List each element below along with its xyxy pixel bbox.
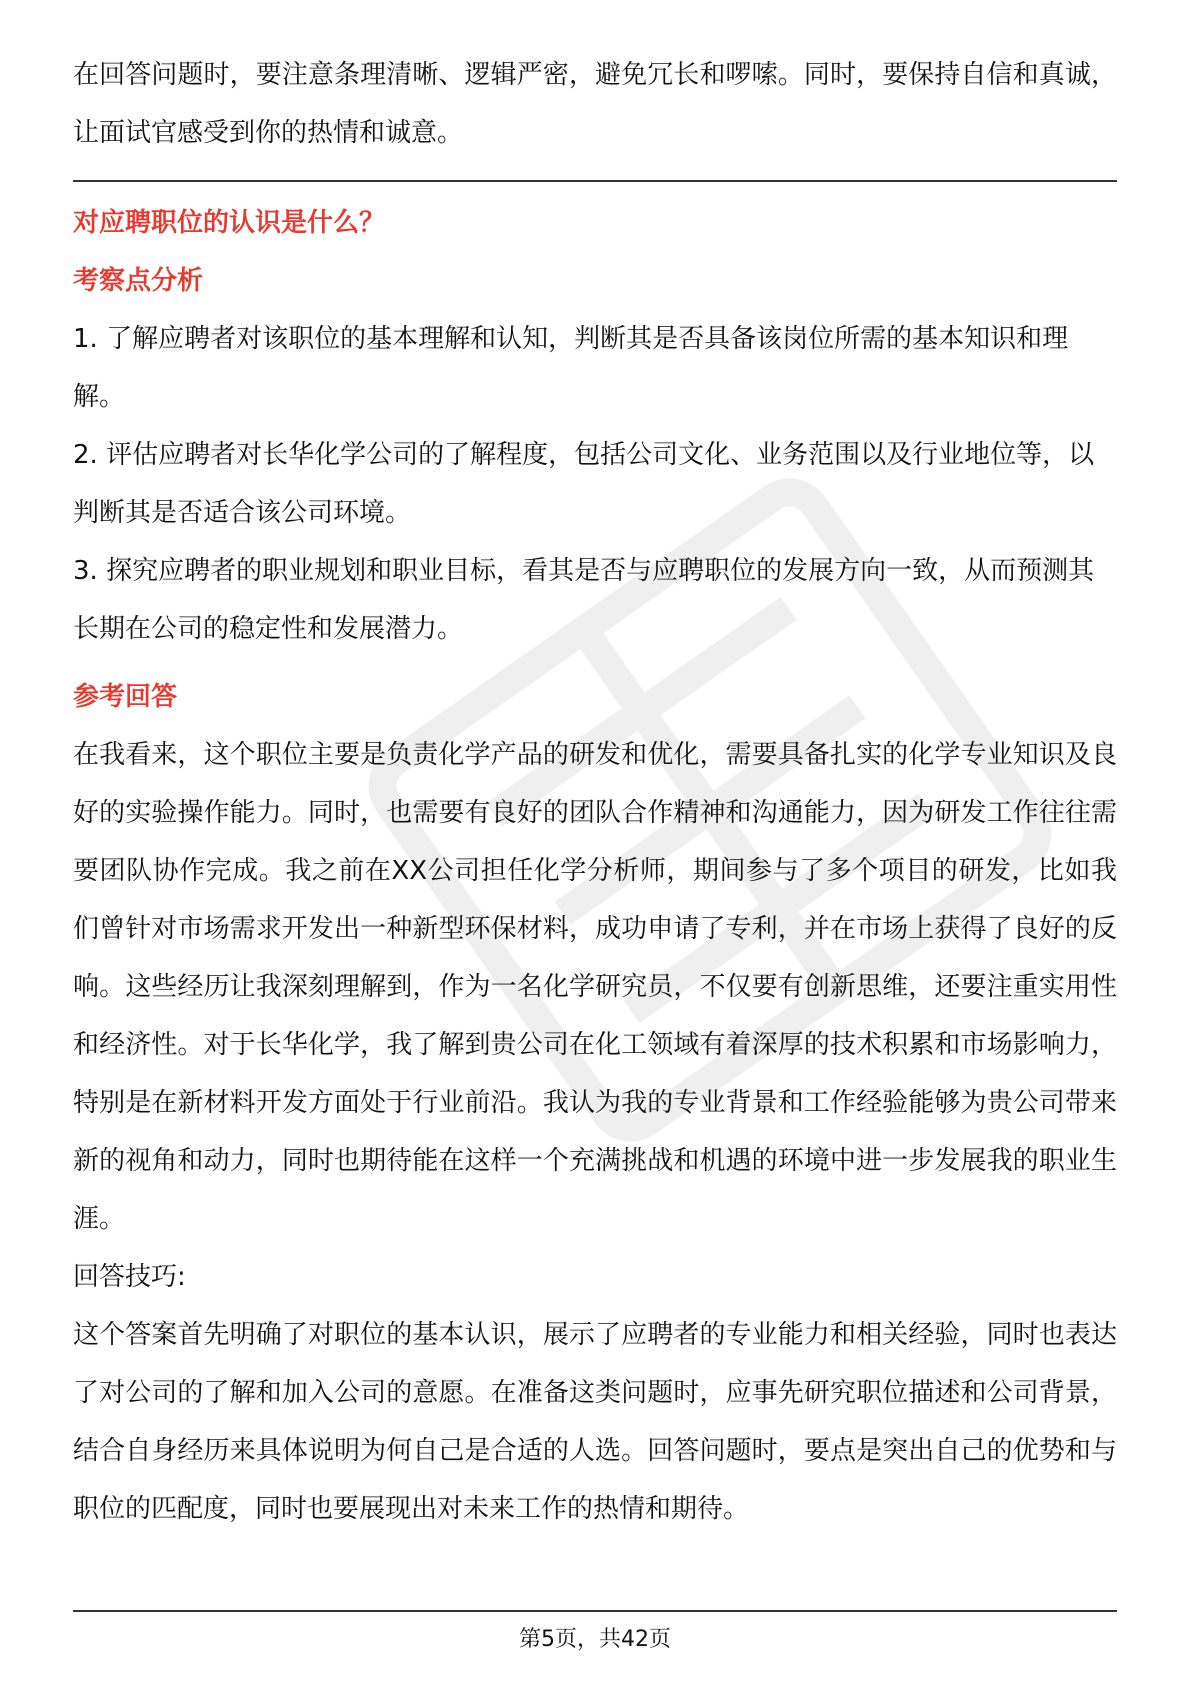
analysis-item-3: 3. 探究应聘者的职业规划和职业目标，看其是否与应聘职位的发展方向一致，从而预测其长期在公司的稳定性和发展潜力。 [73, 556, 1095, 644]
page-number: 第5页，共42页 [519, 1627, 671, 1652]
reference-heading: 参考回答 [73, 682, 178, 712]
analysis-heading: 考察点分析 [73, 266, 204, 296]
section-divider [73, 180, 1117, 182]
page-content [73, 46, 1117, 1538]
tips-label: 回答技巧: [73, 1262, 186, 1292]
question-heading: 对应聘职位的认识是什么？ [73, 208, 386, 238]
analysis-item-1: 1. 了解应聘者对该职位的基本理解和认知，判断其是否具备该岗位所需的基本知识和理解。 [73, 324, 1069, 412]
analysis-item-2: 2. 评估应聘者对长华化学公司的了解程度，包括公司文化、业务范围以及行业地位等，以判断其是否适合该公司环境。 [73, 440, 1095, 528]
intro-paragraph: 在回答问题时，要注意条理清晰、逻辑严密，避免冗长和啰嗦。同时，要保持自信和真诚，让面试官感受到你的热情和诚意。 [73, 60, 1117, 148]
tips-paragraph: 这个答案首先明确了对职位的基本认识，展示了应聘者的专业能力和相关经验，同时也表达了对公司的了解和加入公司的意愿。在准备这类问题时，应事先研究职位描述和公司背景，结合自身经历来具体说明为何自己是合适的人选。回答问题时，要点是突出自己的优势和与职位的匹配度，同时也要展现出对未来工作的热情和期待。 [73, 1320, 1117, 1524]
reference-answer: 在我看来，这个职位主要是负责化学产品的研发和优化，需要具备扎实的化学专业知识及良好的实验操作能力。同时，也需要有良好的团队合作精神和沟通能力，因为研发工作往往需要团队协作完成。我之前在XX公司担任化学分析师，期间参与了多个项目的研发，比如我们曾针对市场需求开发出一种新型环保材料，成功申请了专利，并在市场上获得了良好的反响。这些经历让我深刻理解到，作为一名化学研究员，不仅要有创新思维，还要注重实用性和经济性。对于长华化学，我了解到贵公司在化工领域有着深厚的技术积累和市场影响力，特别是在新材料开发方面处于行业前沿。我认为我的专业背景和工作经验能够为贵公司带来新的视角和动力，同时也期待能在这样一个充满挑战和机遇的环境中进一步发展我的职业生涯。 [73, 740, 1117, 1234]
footer-divider [73, 1610, 1117, 1612]
